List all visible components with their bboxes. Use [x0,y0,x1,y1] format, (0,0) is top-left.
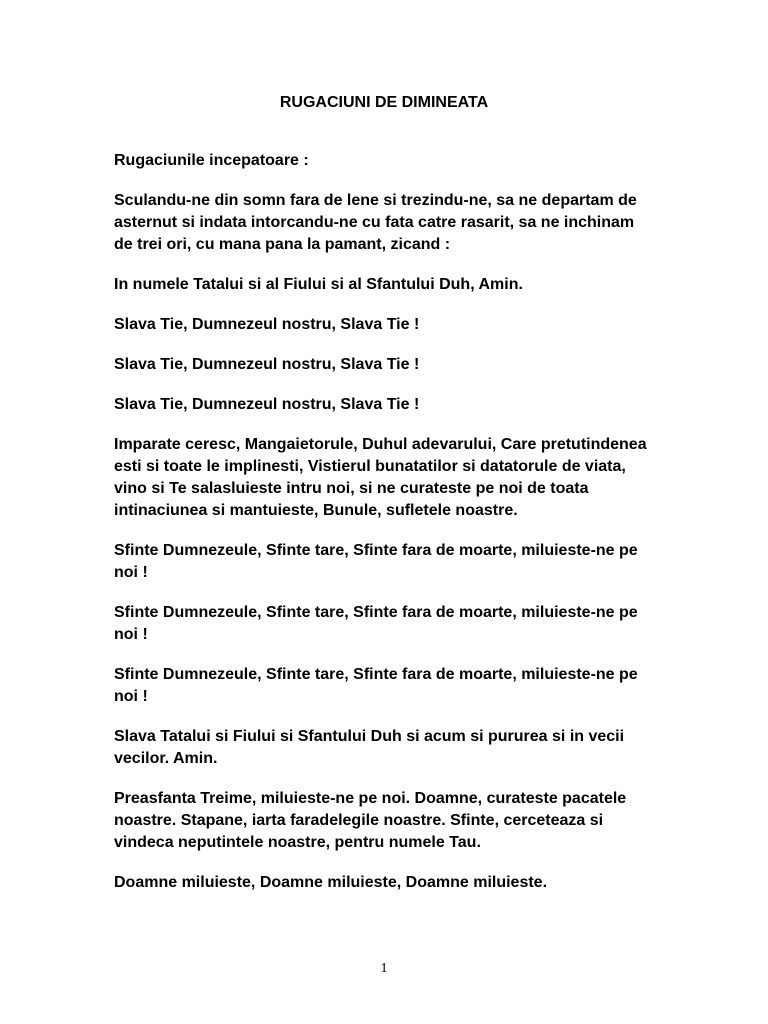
paragraph-glory-3: Slava Tie, Dumnezeul nostru, Slava Tie ! [114,396,420,413]
paragraph-lord-have-mercy: Doamne miluieste, Doamne miluieste, Doamne miluieste. [114,874,548,891]
document-body [114,150,649,912]
paragraph-intro-heading: Rugaciunile incepatoare : [114,152,309,169]
document-title: RUGACIUNI DE DIMINEATA [279,94,489,111]
paragraph-heavenly-king: Imparate ceresc, Mangaietorule, Duhul adevarului, Care pretutindenea esti si toate le implinesti, Vistierul bunatatilor si datatorule de viata, vino si Te salasluieste intru noi, si ne curateste pe noi de toata intinaciunea si mantuieste, Bunule, sufletele noastre. [114,436,647,519]
paragraph-glory-2: Slava Tie, Dumnezeul nostru, Slava Tie ! [114,356,420,373]
page-number: 1 [380,961,388,976]
paragraph-sign-of-cross: In numele Tatalui si al Fiului si al Sfantului Duh, Amin. [114,276,523,293]
paragraph-trisagion-2: Sfinte Dumnezeule, Sfinte tare, Sfinte fara de moarte, miluieste-ne pe noi ! [114,604,638,643]
paragraph-trisagion-3: Sfinte Dumnezeule, Sfinte tare, Sfinte fara de moarte, miluieste-ne pe noi ! [114,666,638,705]
paragraph-glory-1: Slava Tie, Dumnezeul nostru, Slava Tie ! [114,316,420,333]
paragraph-holy-trinity: Preasfanta Treime, miluieste-ne pe noi. Doamne, curateste pacatele noastre. Stapane, iarta faradelegile noastre. Sfinte, cerceteaza si vindeca neputintele noastre, pentru numele Tau. [114,790,627,851]
paragraph-instruction: Sculandu-ne din somn fara de lene si trezindu-ne, sa ne departam de asternut si indata intorcandu-ne cu fata catre rasarit, sa ne inchinam de trei ori, cu mana pana la pamant, zicand : [114,192,637,253]
paragraph-glory-be: Slava Tatalui si Fiului si Sfantului Duh si acum si pururea si in vecii vecilor. Amin. [114,728,625,767]
paragraph-trisagion-1: Sfinte Dumnezeule, Sfinte tare, Sfinte fara de moarte, miluieste-ne pe noi ! [114,542,638,581]
